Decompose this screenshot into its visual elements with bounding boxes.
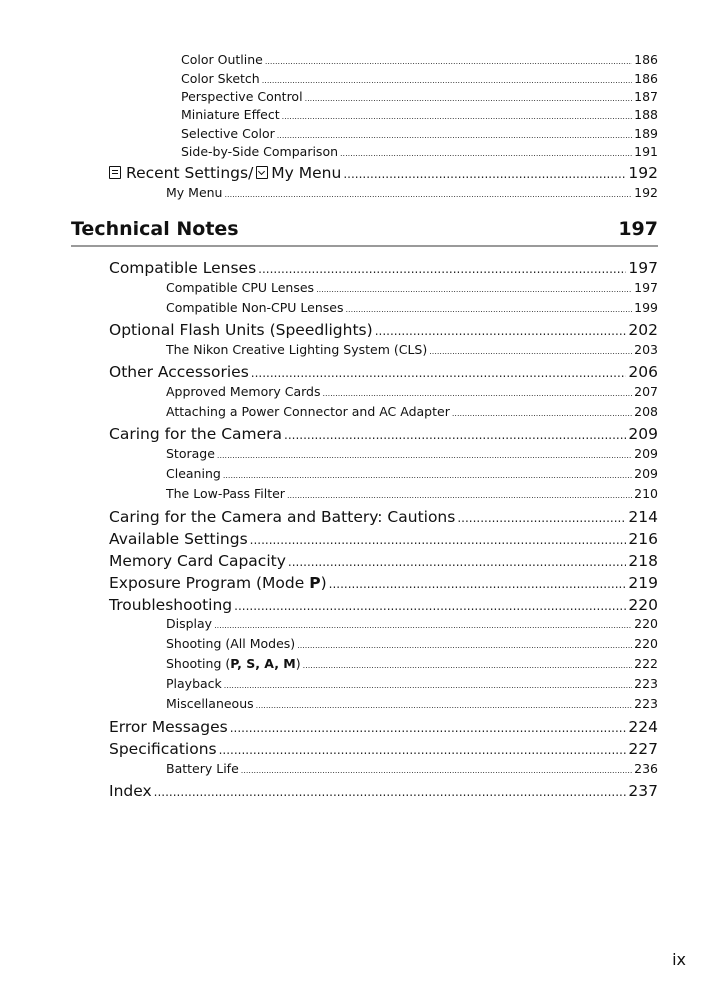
- leader-dots: [251, 367, 627, 379]
- toc-entry-label: [109, 576, 327, 592]
- toc-entry-miscellaneous[interactable]: [166, 698, 658, 711]
- toc-entry-label: Caring for the Camera and Battery: Cautions: [109, 508, 456, 526]
- toc-entry-label: Compatible Lenses: [109, 259, 257, 277]
- toc-entry-label: Selective Color: [181, 126, 275, 141]
- toc-entry-label: Attaching a Power Connector and AC Adapter: [166, 404, 450, 419]
- toc-entry-label-prefix: Shooting (: [166, 656, 231, 671]
- toc-entry-label: Side-by-Side Comparison: [181, 144, 339, 159]
- toc-entry-other-accessories[interactable]: [109, 365, 658, 381]
- leader-dots: [224, 191, 632, 199]
- toc-entry-label: Color Outline: [181, 52, 263, 67]
- toc-entry-selective-color[interactable]: [181, 128, 658, 141]
- toc-entry-page: 224: [628, 718, 658, 736]
- toc-entry-label: Miscellaneous: [166, 696, 254, 711]
- section-title: Technical Notes: [71, 218, 239, 240]
- toc-entry-label: Battery Life: [166, 761, 239, 776]
- toc-entry-label: My Menu: [166, 185, 223, 200]
- my-menu-icon: [256, 166, 268, 179]
- toc-entry-label: Index: [109, 782, 152, 800]
- toc-entry-label: [109, 166, 341, 182]
- leader-dots: [340, 150, 632, 158]
- leader-dots: [305, 95, 633, 103]
- toc-entry-page: 186: [634, 52, 658, 67]
- leader-dots: [429, 348, 632, 356]
- toc-entry-page: 222: [634, 656, 658, 671]
- leader-dots: [452, 410, 632, 418]
- leader-dots: [219, 744, 627, 756]
- toc-entry-label: Compatible Non-CPU Lenses: [166, 300, 344, 315]
- toc-entry-page: 197: [628, 259, 658, 277]
- leader-dots: [457, 512, 626, 524]
- toc-entry-label-bold: P: [309, 574, 321, 592]
- toc-entry-page: 192: [628, 164, 658, 182]
- toc-entry-page: 223: [634, 676, 658, 691]
- toc-entry-available-settings[interactable]: [109, 532, 658, 548]
- leader-dots: [214, 622, 632, 630]
- toc-entry-memory-card-capacity[interactable]: [109, 554, 658, 570]
- leader-dots: [375, 325, 627, 337]
- section-divider: [71, 245, 658, 247]
- toc-entry-specifications[interactable]: [109, 742, 658, 758]
- toc-entry-page: 189: [634, 126, 658, 141]
- toc-entry-page: 227: [628, 740, 658, 758]
- toc-entry-storage[interactable]: [166, 448, 658, 461]
- toc-entry-page: 219: [628, 574, 658, 592]
- toc-entry-label: Optional Flash Units (Speedlights): [109, 321, 373, 339]
- leader-dots: [345, 306, 632, 314]
- toc-entry-page: 188: [634, 107, 658, 122]
- toc-entry-display[interactable]: [166, 618, 658, 631]
- toc-entry-page: 209: [628, 425, 658, 443]
- toc-entry-page: 216: [628, 530, 658, 548]
- leader-dots: [258, 263, 626, 275]
- toc-entry-compatible-lenses[interactable]: [109, 261, 658, 277]
- toc-entry-shooting-psam[interactable]: [166, 658, 658, 671]
- toc-entry-page: 236: [634, 761, 658, 776]
- toc-entry-page: 206: [628, 363, 658, 381]
- toc-entry-label-prefix: Exposure Program (Mode: [109, 574, 310, 592]
- toc-entry-label-part2: My Menu: [271, 164, 342, 182]
- toc-entry-label-bold: P, S, A, M: [230, 656, 296, 671]
- toc-entry-label: Memory Card Capacity: [109, 552, 286, 570]
- toc-entry-page: 192: [634, 185, 658, 200]
- toc-entry-error-messages[interactable]: [109, 720, 658, 736]
- recent-settings-icon: [109, 166, 121, 179]
- toc-entry-recent-settings-my-menu[interactable]: [109, 166, 658, 182]
- toc-entry-label-part1: Recent Settings/: [126, 164, 254, 182]
- toc-entry-label: The Low-Pass Filter: [166, 486, 285, 501]
- toc-entry-index[interactable]: [109, 784, 658, 800]
- leader-dots: [224, 682, 632, 690]
- toc-entry-side-by-side-comparison[interactable]: [181, 146, 658, 159]
- toc-entry-page: 208: [634, 404, 658, 419]
- toc-entry-page: 218: [628, 552, 658, 570]
- toc-entry-page: 199: [634, 300, 658, 315]
- toc-entry-page: 220: [628, 596, 658, 614]
- leader-dots: [217, 452, 632, 460]
- toc-entry-page: 207: [634, 384, 658, 399]
- leader-dots: [282, 113, 633, 121]
- toc-entry-page: 202: [628, 321, 658, 339]
- toc-entry-page: 237: [628, 782, 658, 800]
- leader-dots: [223, 472, 632, 480]
- toc-entry-caring-for-camera[interactable]: [109, 427, 658, 443]
- toc-entry-page: 223: [634, 696, 658, 711]
- toc-entry-label: Available Settings: [109, 530, 248, 548]
- leader-dots: [262, 77, 632, 85]
- toc-entry-perspective-control[interactable]: [181, 91, 658, 104]
- toc-entry-color-sketch[interactable]: [181, 73, 658, 86]
- leader-dots: [287, 492, 632, 500]
- toc-entry-compatible-non-cpu-lenses[interactable]: [166, 302, 658, 315]
- toc-entry-label: Approved Memory Cards: [166, 384, 321, 399]
- leader-dots: [265, 58, 632, 66]
- leader-dots: [303, 662, 633, 670]
- toc-entry-page: 197: [634, 280, 658, 295]
- leader-dots: [154, 786, 627, 798]
- toc-entry-page: 187: [634, 89, 658, 104]
- section-page: 197: [618, 218, 658, 240]
- leader-dots: [343, 168, 626, 180]
- toc-entry-label: Cleaning: [166, 466, 221, 481]
- leader-dots: [234, 600, 626, 612]
- leader-dots: [288, 556, 627, 568]
- toc-entry-page: 186: [634, 71, 658, 86]
- toc-entry-label: Error Messages: [109, 718, 228, 736]
- toc-entry-label: The Nikon Creative Lighting System (CLS): [166, 342, 428, 357]
- toc-entry-page: 214: [628, 508, 658, 526]
- section-header[interactable]: [71, 218, 658, 248]
- toc-entry-page: 210: [634, 486, 658, 501]
- leader-dots: [297, 642, 632, 650]
- toc-entry-label: Caring for the Camera: [109, 425, 283, 443]
- toc-entry-creative-lighting-system[interactable]: [166, 344, 658, 357]
- toc-entry-label: [166, 658, 301, 671]
- toc-entry-page: 220: [634, 636, 658, 651]
- toc-entry-approved-memory-cards[interactable]: [166, 386, 658, 399]
- toc-entry-label: Miniature Effect: [181, 107, 280, 122]
- toc-entry-miniature-effect[interactable]: [181, 109, 658, 122]
- toc-entry-shooting-all-modes[interactable]: [166, 638, 658, 651]
- toc-entry-label: Storage: [166, 446, 215, 461]
- toc-entry-label: Other Accessories: [109, 363, 249, 381]
- toc-entry-label-suffix: ): [295, 656, 301, 671]
- toc-entry-label: Perspective Control: [181, 89, 303, 104]
- toc-entry-cleaning[interactable]: [166, 468, 658, 481]
- toc-entry-label-suffix: ): [320, 574, 327, 592]
- toc-entry-compatible-cpu-lenses[interactable]: [166, 282, 658, 295]
- toc-entry-my-menu[interactable]: [166, 187, 658, 200]
- toc-entry-exposure-program[interactable]: [109, 576, 658, 592]
- leader-dots: [241, 767, 632, 775]
- toc-entry-battery-life[interactable]: [166, 763, 658, 776]
- toc-entry-optional-flash-units[interactable]: [109, 323, 658, 339]
- toc-entry-label: Display: [166, 616, 213, 631]
- leader-dots: [329, 578, 627, 590]
- leader-dots: [323, 390, 633, 398]
- toc-entry-label: Specifications: [109, 740, 217, 758]
- leader-dots: [277, 132, 632, 140]
- leader-dots: [256, 702, 633, 710]
- toc-entry-page: 220: [634, 616, 658, 631]
- toc-entry-page: 209: [634, 446, 658, 461]
- toc-entry-label: Shooting (All Modes): [166, 636, 296, 651]
- leader-dots: [230, 722, 627, 734]
- toc-entry-label: Compatible CPU Lenses: [166, 280, 315, 295]
- toc-entry-power-connector[interactable]: [166, 406, 658, 419]
- leader-dots: [250, 534, 627, 546]
- toc-entry-low-pass-filter[interactable]: [166, 488, 658, 501]
- toc-entry-cautions[interactable]: [109, 510, 658, 526]
- toc-entry-page: 209: [634, 466, 658, 481]
- leader-dots: [316, 286, 632, 294]
- toc-entry-page: 191: [634, 144, 658, 159]
- toc-entry-label: Playback: [166, 676, 222, 691]
- toc-entry-color-outline[interactable]: [181, 54, 658, 67]
- toc-entry-page: 203: [634, 342, 658, 357]
- toc-entry-playback[interactable]: [166, 678, 658, 691]
- toc-entry-troubleshooting[interactable]: [109, 598, 658, 614]
- page-number: ix: [672, 950, 686, 969]
- toc-entry-label: Troubleshooting: [109, 596, 233, 614]
- leader-dots: [284, 429, 626, 441]
- toc-entry-label: Color Sketch: [181, 71, 260, 86]
